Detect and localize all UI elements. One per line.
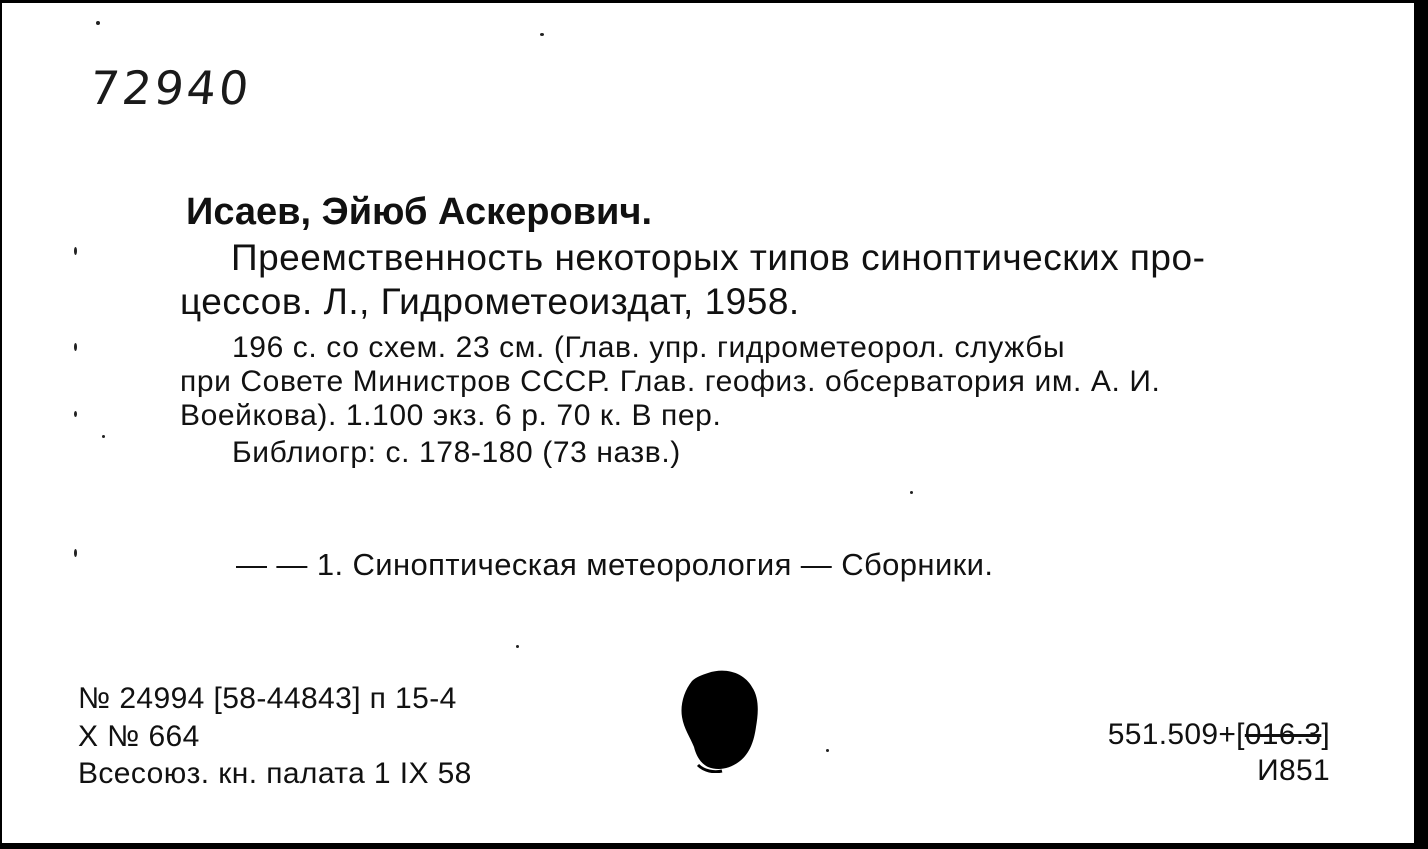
speck-mark [74, 343, 77, 351]
speck-mark [826, 749, 829, 752]
subject-heading: — — 1. Синоптическая метеорология — Сборники. [236, 547, 994, 582]
speck-mark [540, 33, 544, 36]
author-heading: Исаев, Эйюб Аскерович. [186, 191, 653, 233]
collation-line-2: при Совете Министров СССР. Глав. геофиз. обсерватория им. А. И. [180, 365, 1161, 398]
speck-mark [74, 411, 77, 417]
title-line-2: цессов. Л., Гидрометеоиздат, 1958. [180, 281, 800, 322]
collation-line-1: 196 с. со схем. 23 см. (Глав. упр. гидрометеорол. службы [232, 331, 1066, 364]
call-number: И851 [1257, 754, 1330, 787]
collation-line-3: Воейкова). 1.100 экз. 6 р. 70 к. В пер. [180, 399, 722, 432]
speck-mark [910, 491, 913, 494]
speck-mark [516, 645, 519, 648]
speck-mark [74, 247, 77, 255]
speck-mark [96, 21, 100, 25]
udc-struck-code: 016.3 [1244, 718, 1322, 751]
speck-mark [102, 435, 105, 438]
handwritten-accession-number: 72940 [87, 61, 255, 115]
title-line-1: Преемственность некоторых типов синоптических про- [231, 237, 1206, 278]
bibliography-note: Библиогр: с. 178-180 (73 назв.) [232, 436, 681, 469]
footer-secondary-number: Х № 664 [78, 720, 200, 753]
footer-publisher-chamber: Всесоюз. кн. палата 1 IX 58 [78, 757, 472, 790]
udc-main: 551.509+[ [1107, 718, 1245, 751]
speck-mark [74, 549, 77, 557]
udc-close: ] [1321, 718, 1330, 751]
udc-classification [1108, 720, 1330, 750]
footer-registration-number: № 24994 [58-44843] п 15-4 [78, 682, 457, 715]
ink-blot-icon [678, 667, 762, 773]
